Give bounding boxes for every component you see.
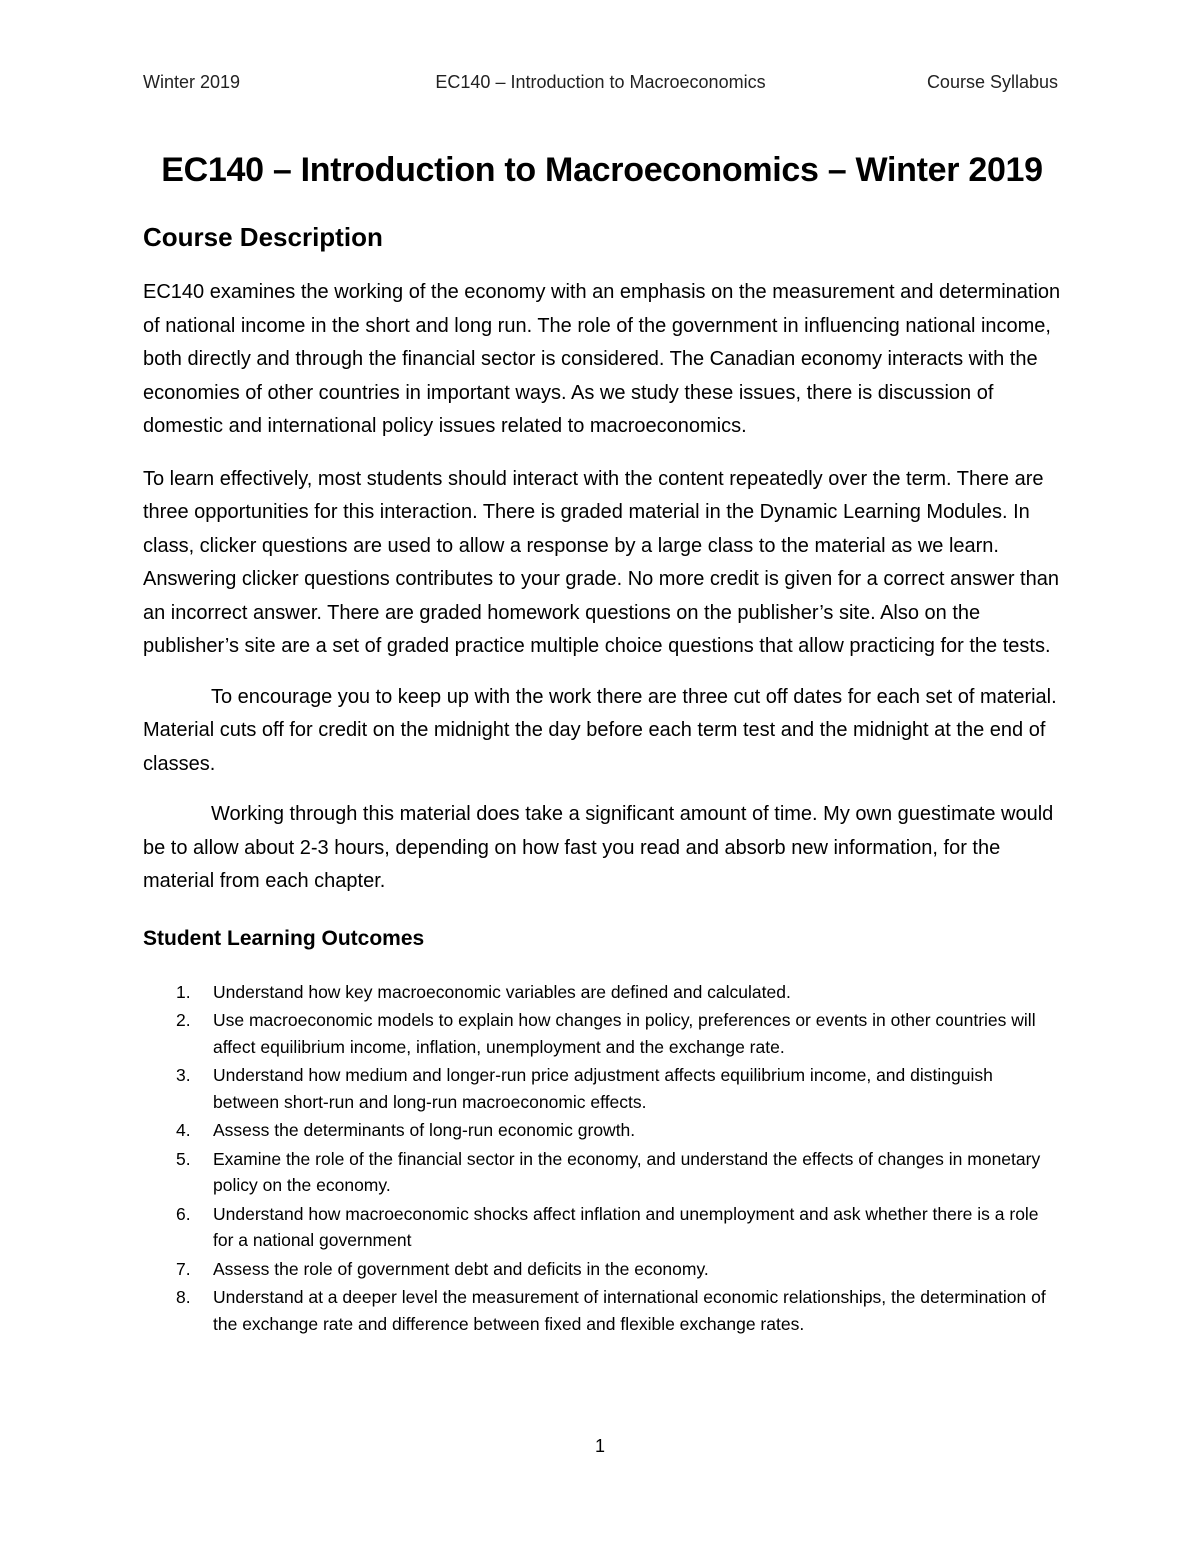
- description-paragraph: Working through this material does take a significant amount of time. My own guestimate would be to allow about 2-3 hours, depending on how fast you read and absorb new information, for the material from each chapter.: [143, 803, 1054, 892]
- list-item-text: Use macroeconomic models to explain how changes in policy, preferences or events in other countries will affect equilibrium income, inflation, unemployment and the exchange rate.: [213, 1010, 1036, 1057]
- list-number: 3.: [176, 1065, 191, 1085]
- list-item: [143, 1062, 1061, 1115]
- page-number: 1: [594, 1436, 605, 1456]
- list-item-text: Assess the role of government debt and deficits in the economy.: [213, 1258, 709, 1279]
- list-number: 1.: [176, 981, 191, 1002]
- list-item: [143, 1117, 1061, 1144]
- list-item-text: Assess the determinants of long-run economic growth.: [213, 1120, 636, 1140]
- learning-outcomes-heading: Student Learning Outcomes: [143, 926, 425, 950]
- list-number: 6.: [176, 1203, 191, 1224]
- running-header: [143, 72, 1058, 98]
- description-paragraph: To encourage you to keep up with the work there are three cut off dates for each set of material. Material cuts off for credit on the midnight the day before each term test and the midnight at the end of classes.: [143, 685, 1057, 775]
- header-doc-type: Course Syllabus: [926, 72, 1058, 92]
- list-item: [143, 1146, 1061, 1199]
- course-description-heading: Course Description: [143, 222, 383, 252]
- list-item-text: Understand how medium and longer-run price adjustment affects equilibrium income, and distinguish between short-run and long-run macroeconomic effects.: [213, 1065, 993, 1112]
- list-item-text: Understand how key macroeconomic variables are defined and calculated.: [213, 981, 791, 1002]
- list-item: [143, 1284, 1061, 1337]
- document-body: [143, 148, 1061, 1339]
- document-title: EC140 – Introduction to Macroeconomics – Winter 2019: [161, 151, 1043, 189]
- list-item-text: Understand how macroeconomic shocks affect inflation and unemployment and ask whether there is a role for a national government: [213, 1203, 1039, 1250]
- list-item: [143, 1256, 1061, 1283]
- learning-outcomes-list: [143, 979, 1061, 1338]
- header-term: Winter 2019: [143, 72, 241, 92]
- list-item-text: Understand at a deeper level the measurement of international economic relationships, the determination of the exchange rate and difference between fixed and flexible exchange rates.: [213, 1287, 1046, 1334]
- header-course: EC140 – Introduction to Macroeconomics: [435, 72, 766, 92]
- list-number: 7.: [176, 1258, 191, 1279]
- list-number: 4.: [176, 1120, 191, 1140]
- list-item: [143, 979, 1061, 1006]
- list-number: 5.: [176, 1148, 191, 1169]
- list-item: [143, 1201, 1061, 1254]
- list-item: [143, 1007, 1061, 1060]
- list-number: 8.: [176, 1287, 191, 1307]
- list-number: 2.: [176, 1010, 191, 1030]
- description-paragraph: EC140 examines the working of the economy with an emphasis on the measurement and determination of national income in the short and long run. The role of the government in influencing national income, both directly and through the financial sector is considered. The Canadian economy interacts with the economies of other countries in important ways. As we study these issues, there is discussion of domestic and international policy issues related to macroeconomics.: [143, 281, 1061, 437]
- list-item-text: Examine the role of the financial sector in the economy, and understand the effects of changes in monetary policy on the economy.: [213, 1148, 1041, 1195]
- description-paragraph: To learn effectively, most students should interact with the content repeatedly over the term. There are three opportunities for this interaction. There is graded material in the Dynamic Learning Modules. In class, clicker questions are used to allow a response by a large class to the material as we learn. Answering clicker questions contributes to your grade. No more credit is given for a correct answer than an incorrect answer. There are graded homework questions on the publisher’s site. Also on the publisher’s site are a set of graded practice multiple choice questions that allow practicing for the tests.: [143, 467, 1059, 657]
